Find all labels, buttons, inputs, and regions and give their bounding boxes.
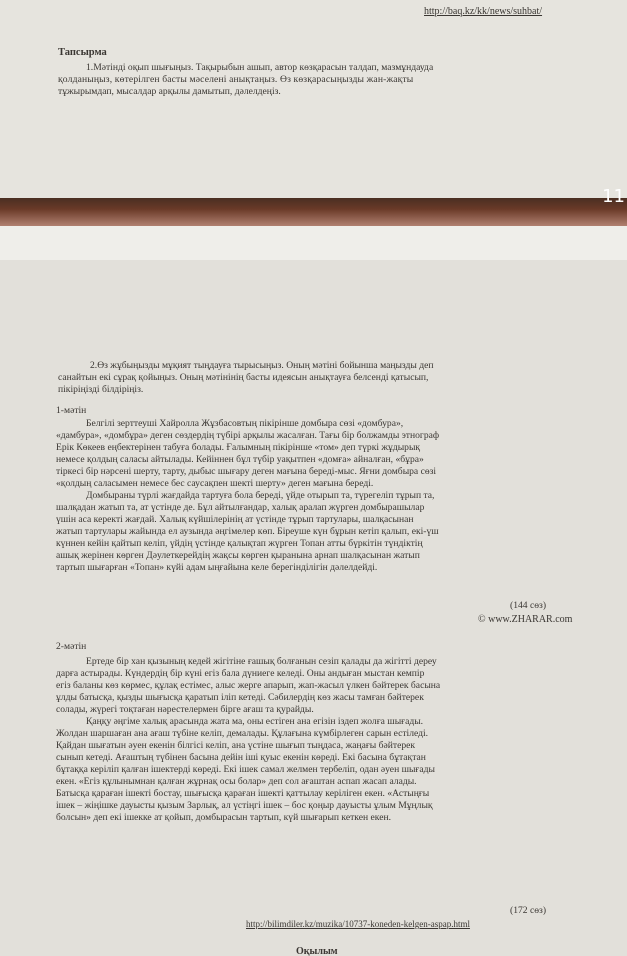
text2-line: Жолдан шаршаған ана ағаш түбіне келіп, демалады. Құлағына күмбірлеген сарын естіледі. — [56, 728, 429, 739]
text1-line: «дамбура», «домбұра» деген сөздердің түбірі арқылы жасалған. Тағы бір болжамды этнограф — [56, 430, 440, 441]
page-number: 11 — [602, 186, 625, 207]
task-heading: Тапсырма — [58, 47, 107, 58]
text2-line: дарға астырады. Күндердің бір күні егіз бала дүниеге келеді. Оны андыған мыстан кемпір — [56, 668, 425, 679]
text2-word-count: (172 сөз) — [510, 905, 547, 916]
top-url: http://baq.kz/kk/news/suhbat/ — [424, 6, 543, 17]
text1-line: тіркесі бір нәрсені шерту, тарту, дыбыс шығару деген мағына береді-мыс. Яғни домбыра сөзі — [56, 466, 437, 477]
text2-label: 2-мәтін — [56, 641, 87, 652]
text1-line: «қолдың саласымен немесе бес саусақпен шекті шерту» деген мағына береді. — [56, 478, 374, 489]
text2-source: http://bilimdiler.kz/muzika/10737-koneden-kelgen-aspap.html — [246, 919, 470, 929]
text2-line: болсын» деп екі ішекке ат қойып, домбырасын тартып, күй шығарып кеткен екен. — [56, 812, 391, 823]
text1-line: Ерік Көкеев еңбектерінен табуға болады. Ғалымның пікірінше «том» деп түркі жұдырық — [56, 442, 421, 453]
intro-line-1: 2.Өз жұбыңызды мұқият тыңдауға тырысыңыз. Оның мәтіні бойынша маңызды деп — [90, 360, 434, 371]
text1-line: немесе қолдың саласы айтылады. Кейіннен бұл түбір уақытпен «домға» айналған, «бұра» — [56, 454, 424, 465]
text2-line: ұлды батысқа, қызды шығысқа қаратып іліп кетеді. Сәбилердің көз жасы тамған бәйтерек — [56, 692, 424, 703]
text1-line: тартып шығарған «Топан» күйі адам ыңғайына келе берегінділігін дәлелдейді. — [56, 562, 378, 573]
text2-line: Батысқа қараған ішекті бостау, шығысқа қараған ішекті қаттылау керіліген екен. «Астыңғы — [56, 788, 430, 799]
text1-label: 1-мәтін — [56, 405, 87, 416]
text1-source: © www.ZHARAR.com — [478, 614, 573, 625]
task-line-3: тұжырымдап, мысалдар арқылы дамытып, дәлелдеңіз. — [58, 86, 281, 97]
page-edge-shadow — [0, 198, 627, 226]
bottom-page — [0, 260, 627, 956]
footer-heading: Оқылым — [296, 946, 338, 956]
text1-line: жатып тартулары жайында ел аузында әңгімелер көп. Біреуше күн бұрын кетіп қалып, екі-үш — [56, 526, 439, 537]
text1-line: Домбыраны түрлі жағдайда тартуға бола береді, үйде отырып та, түрегеліп тұрып та, — [86, 490, 435, 501]
page-gap — [0, 226, 627, 260]
text1-word-count: (144 сөз) — [510, 600, 547, 611]
text2-line: бұтаққа керіліп қалған ішектерді көреді. Екі ішек самал желмен тербеліп, одан әуен шығады — [56, 764, 435, 775]
text1-line: үшін аса керекті жағдай. Халық күйшілерінің ат үстінде тұрып тартулары, шалқасынан — [56, 514, 414, 525]
text2-line: ішек – жіңішке дауысты қызым Зарлық, ал үстіңгі ішек – бос қоңыр дауысты ұлым Мұңлық — [56, 800, 433, 811]
task-line-2: қолданыңыз, көтерілген басты мәселені анықтаңыз. Өз көзқарасыңызды жан-жақты — [58, 74, 414, 85]
text2-line: екен. «Егіз құлынымнан қалған жұрнақ осы болар» деп сол ағаштан аспап жасап алады. — [56, 776, 417, 787]
text2-line: Қаңқу әңгіме халық арасында жата ма, оны естіген ана егізін іздеп жолға шығады. — [86, 716, 424, 727]
text1-line: күннен кейін қайтып келіп, үйдің үстінде қалықтап жүрген Топан атты бүркітін түндіктің — [56, 538, 423, 549]
text1-line: ашық жерінен көрген Дәулеткерейдің жақсы көрген қыранына арнап шалқасынан жатып — [56, 550, 420, 561]
text2-line: сынып кетеді. Ағаштың түбінен басына дейін іші қуыс екенін көреді. Екі басына бұтақтан — [56, 752, 426, 763]
task-line-1: 1.Мәтінді оқып шығыңыз. Тақырыбын ашып, автор көзқарасын талдап, мазмұндауда — [86, 62, 434, 73]
intro-line-2: санайтын екі сұрақ қойыңыз. Оның мәтінінің басты идеясын анықтауға белсенді қатысып, — [58, 372, 429, 383]
text2-line: Қайдан шығатын әуен екенін білгісі келіп, ана үстіне шығып тыңдаса, жаңағы бәйтерек — [56, 740, 416, 751]
text1-line: Белгілі зерттеуші Хайролла Жұзбасовтың пікірінше домбыра сөзі «домбура», — [86, 418, 404, 429]
text1-line: шалқадан жатып та, ат үстінде де. Бұл айтылғандар, халық аралап жүрген домбырашылар — [56, 502, 425, 513]
text2-line: солады, жүрегі тоқтаған нәрестелермен бірге ағаш та қурайды. — [56, 704, 314, 715]
intro-line-3: пікіріңізді білдіріңіз. — [58, 384, 144, 395]
top-page — [0, 0, 627, 198]
text2-line: Ертеде бір хан қызының кедей жігітіне ғашық болғанын сезіп қалады да жігітті дереу — [86, 656, 437, 667]
text2-line: егіз баланы көз көрмес, құлақ естімес, алыс жерге апарып, жап-жасыл үлкен бәйтерек басына — [56, 680, 441, 691]
